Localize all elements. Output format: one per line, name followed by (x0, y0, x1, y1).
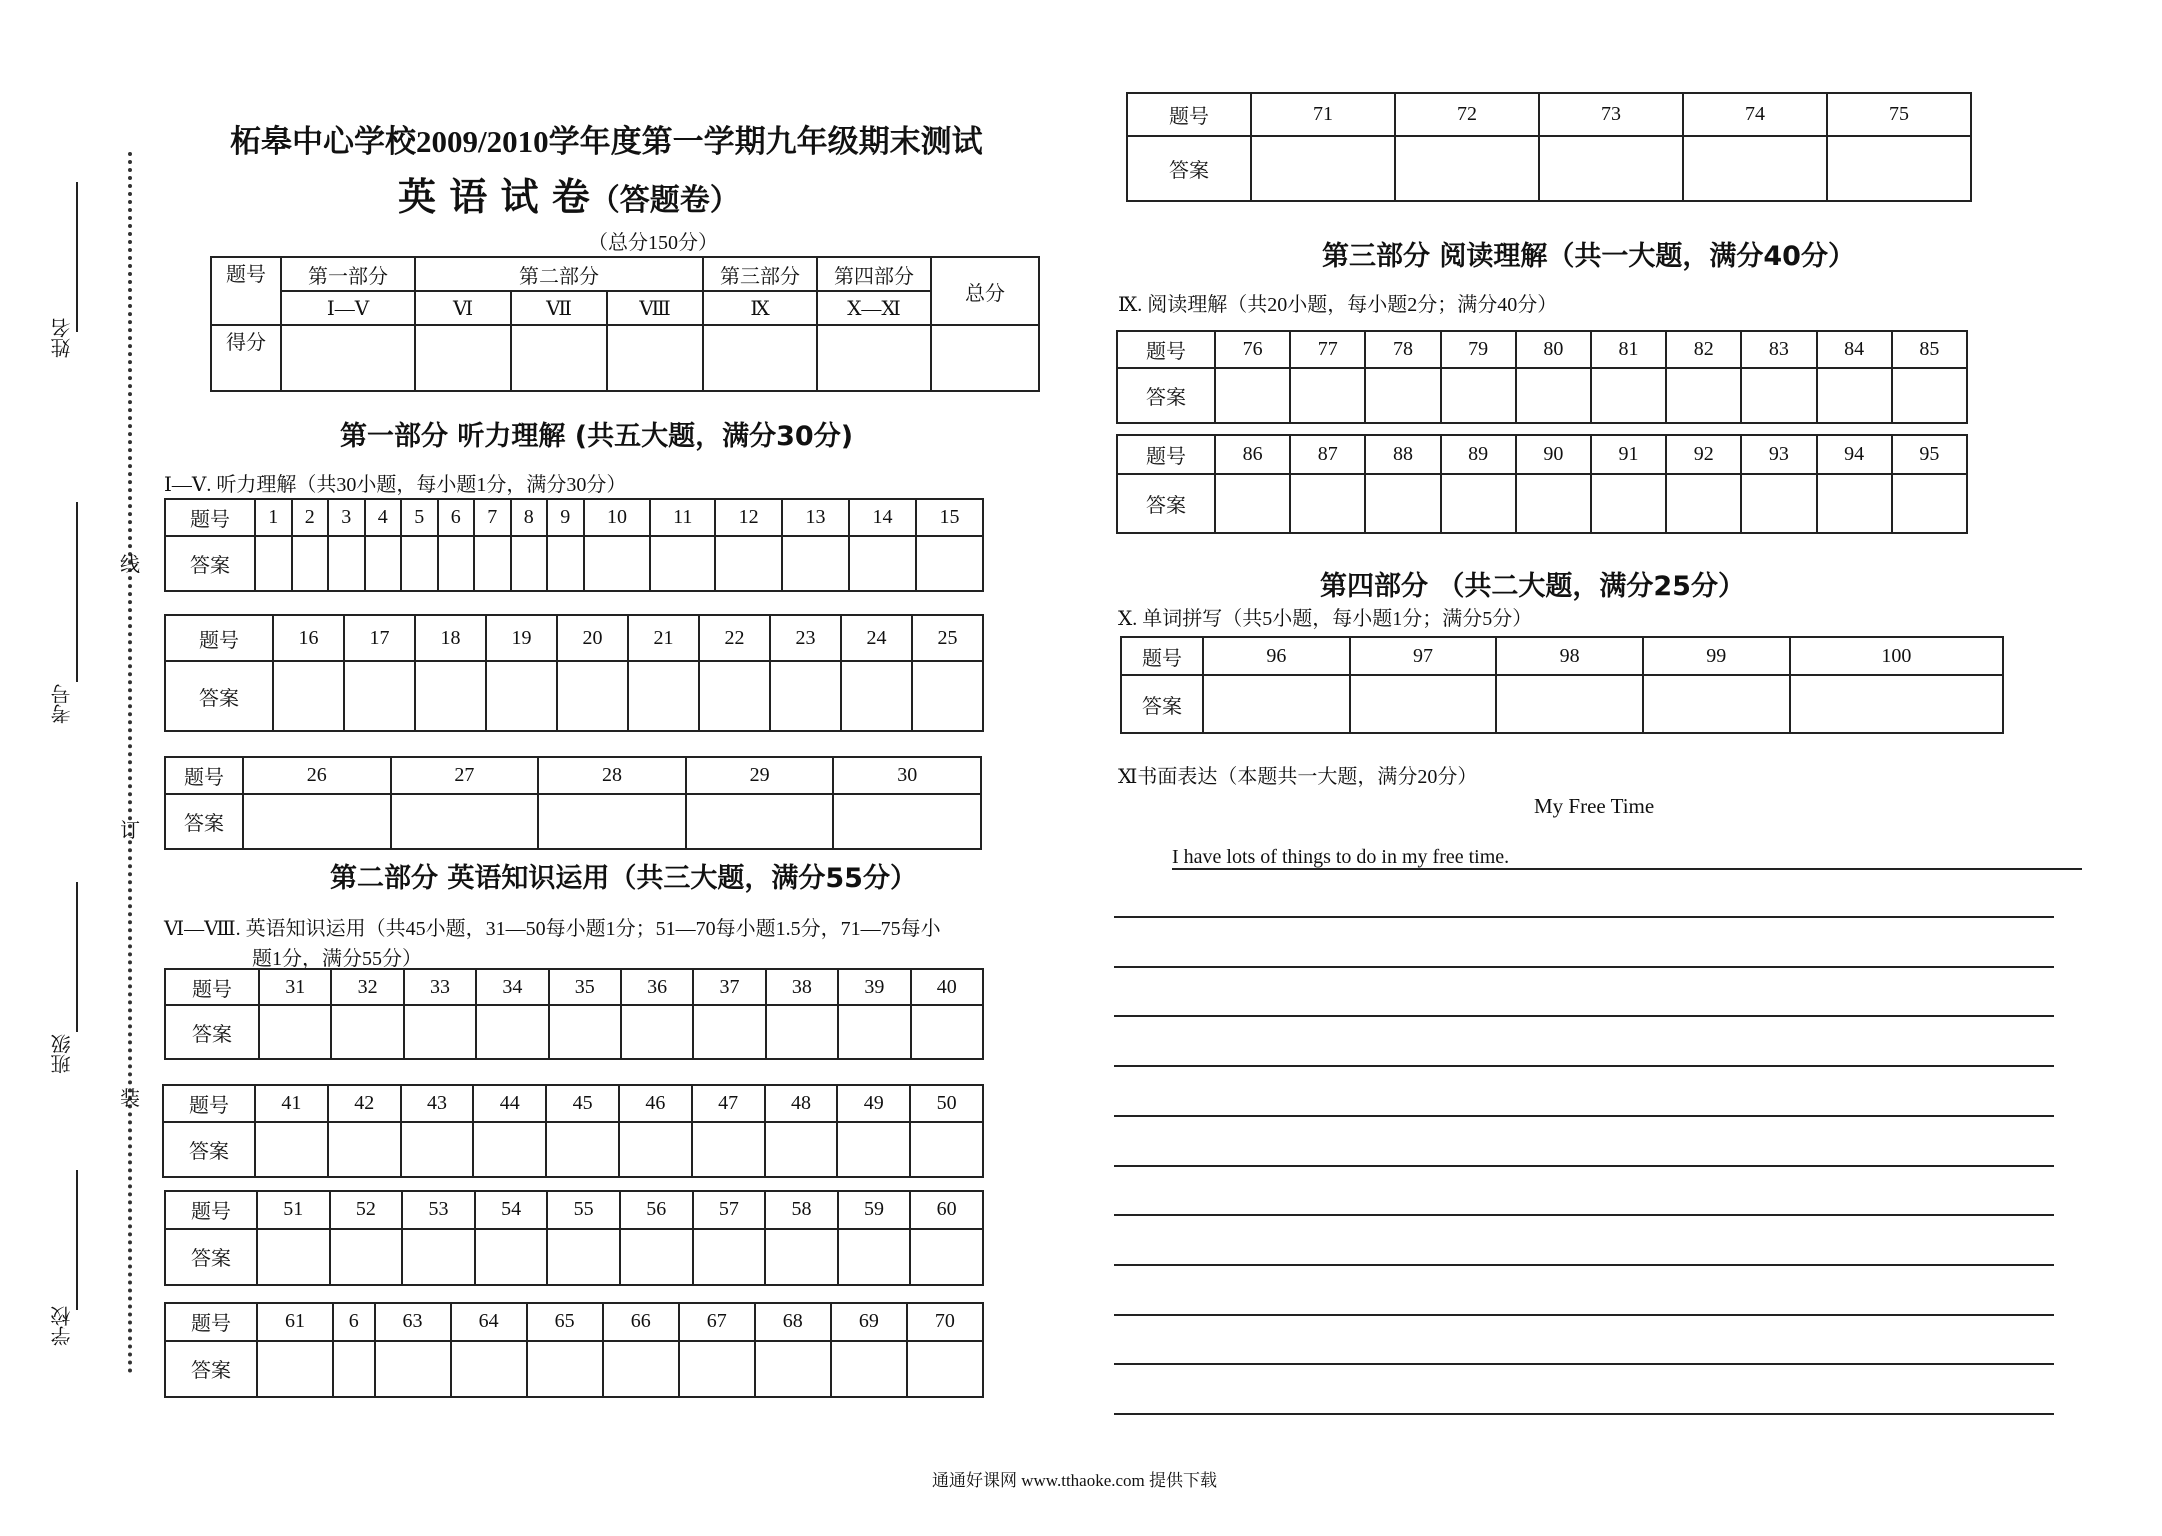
question-number: 2 (292, 499, 329, 536)
answer-cell[interactable] (243, 794, 391, 849)
question-number: 72 (1395, 93, 1539, 136)
part1-instruction: Ⅰ—Ⅴ. 听力理解（共30小题，每小题1分，满分30分） (164, 474, 627, 496)
question-number: 9 (547, 499, 584, 536)
question-number: 75 (1827, 93, 1971, 136)
answer-label: 答案 (165, 1341, 257, 1397)
total-label: 总分 (931, 257, 1039, 325)
answer-cell[interactable] (1817, 474, 1892, 533)
answer-cell[interactable] (401, 536, 438, 591)
answer-label: 答案 (163, 1122, 255, 1177)
question-number: 32 (331, 969, 403, 1005)
writing-line[interactable] (1114, 1165, 2054, 1167)
binding-dotted-line (128, 152, 132, 1374)
question-number: 69 (831, 1303, 907, 1341)
question-label: 题号 (165, 615, 273, 661)
answer-cell[interactable] (1827, 136, 1971, 201)
total-note: （总分150分） (588, 232, 718, 254)
question-label: 题号 (1117, 435, 1215, 474)
question-number: 90 (1516, 435, 1591, 474)
answer-cell[interactable] (849, 536, 916, 591)
question-number: 15 (916, 499, 983, 536)
answer-table-1-15 (164, 498, 984, 592)
answer-cell[interactable] (619, 1122, 692, 1177)
answer-cell[interactable] (331, 1005, 403, 1059)
answer-cell[interactable] (451, 1341, 527, 1397)
question-label: 题号 (165, 969, 259, 1005)
question-number: 100 (1790, 637, 2003, 675)
name-line (76, 182, 78, 332)
answer-cell[interactable] (603, 1341, 679, 1397)
question-number: 53 (402, 1191, 475, 1229)
answer-cell[interactable] (1643, 675, 1790, 733)
question-number: 16 (273, 615, 344, 661)
question-number: 86 (1215, 435, 1290, 474)
question-number: 88 (1365, 435, 1440, 474)
question-number: 78 (1365, 331, 1440, 368)
answer-cell[interactable] (257, 1229, 330, 1285)
answer-cell[interactable] (1365, 368, 1440, 423)
score-cell-1[interactable] (281, 325, 415, 391)
question-number: 98 (1496, 637, 1643, 675)
question-label: 题号 (163, 1085, 255, 1122)
sub-9: Ⅸ (703, 291, 817, 325)
writing-line[interactable] (1114, 1115, 2054, 1117)
answer-cell[interactable] (692, 1122, 765, 1177)
answer-cell[interactable] (916, 536, 983, 591)
question-number: 65 (527, 1303, 603, 1341)
part2-instruction-1: Ⅵ—Ⅷ. 英语知识运用（共45小题，31—50每小题1分；51—70每小题1.5分，71—75每小 (164, 918, 941, 940)
answer-cell[interactable] (831, 1341, 907, 1397)
question-number: 73 (1539, 93, 1683, 136)
answer-cell[interactable] (1892, 474, 1967, 533)
question-number: 45 (546, 1085, 619, 1122)
answer-cell[interactable] (1741, 368, 1816, 423)
answer-cell[interactable] (1496, 675, 1643, 733)
answer-table-26-30 (164, 756, 982, 850)
answer-cell[interactable] (333, 1341, 374, 1397)
question-label: 题号 (165, 1191, 257, 1229)
answer-cell[interactable] (330, 1229, 403, 1285)
question-number: 55 (547, 1191, 620, 1229)
answer-cell[interactable] (1441, 474, 1516, 533)
answer-table-31-40 (164, 968, 984, 1060)
score-cell-total[interactable] (931, 325, 1039, 391)
question-label: 题号 (1117, 331, 1215, 368)
question-number: 67 (679, 1303, 755, 1341)
question-number: 10 (584, 499, 651, 536)
answer-cell[interactable] (1666, 368, 1741, 423)
question-number: 4 (365, 499, 402, 536)
question-number: 60 (910, 1191, 983, 1229)
footer-text: 通通好课网 www.tthaoke.com 提供下载 (932, 1471, 1218, 1490)
sub-8: Ⅷ (607, 291, 703, 325)
answer-cell[interactable] (1892, 368, 1967, 423)
question-number: 61 (257, 1303, 333, 1341)
question-number: 92 (1666, 435, 1741, 474)
answer-cell[interactable] (473, 1122, 546, 1177)
class-label: 班级 (52, 1034, 74, 1074)
question-number: 87 (1290, 435, 1365, 474)
answer-cell[interactable] (1790, 675, 2003, 733)
question-label: 题号 (165, 499, 255, 536)
answer-table-86-95 (1116, 434, 1968, 534)
part1-heading: 第一部分 听力理解 (共五大题，满分30分) (340, 421, 854, 452)
part4-heading: 第四部分 （共二大题，满分25分） (1320, 571, 1745, 602)
answer-cell[interactable] (259, 1005, 331, 1059)
answer-label: 答案 (1121, 675, 1203, 733)
question-label: 题号 (1127, 93, 1251, 136)
score-label: 得分 (211, 325, 281, 391)
question-number: 26 (243, 757, 391, 794)
writing-line[interactable] (1114, 1363, 2054, 1365)
question-number: 70 (907, 1303, 983, 1341)
question-number: 38 (766, 969, 838, 1005)
question-number: 27 (391, 757, 539, 794)
question-number: 29 (686, 757, 834, 794)
answer-cell[interactable] (1683, 136, 1827, 201)
answer-cell[interactable] (715, 536, 782, 591)
answer-cell[interactable] (1365, 474, 1440, 533)
writing-title: My Free Time (1534, 794, 1655, 818)
writing-start: I have lots of things to do in my free time. (1172, 846, 1510, 868)
answer-cell[interactable] (621, 1005, 693, 1059)
school-line (76, 1170, 78, 1310)
answer-cell[interactable] (620, 1229, 693, 1285)
score-cell-10[interactable] (817, 325, 931, 391)
answer-cell[interactable] (584, 536, 651, 591)
question-number: 66 (603, 1303, 679, 1341)
answer-label: 答案 (1117, 474, 1215, 533)
name-label: 姓名 (52, 318, 74, 358)
question-number: 49 (837, 1085, 910, 1122)
answer-label: 答案 (165, 1229, 257, 1285)
score-cell-7[interactable] (511, 325, 607, 391)
part2-instruction-2: 题1分，满分55分） (252, 948, 422, 970)
writing-line[interactable] (1114, 966, 2054, 968)
answer-cell[interactable] (1290, 368, 1365, 423)
answer-cell[interactable] (511, 536, 548, 591)
answer-cell[interactable] (693, 1005, 765, 1059)
question-number: 43 (401, 1085, 474, 1122)
question-number: 12 (715, 499, 782, 536)
score-table (210, 256, 1040, 392)
answer-cell[interactable] (911, 1005, 983, 1059)
answer-cell[interactable] (474, 536, 511, 591)
answer-cell[interactable] (699, 661, 770, 731)
answer-cell[interactable] (344, 661, 415, 731)
answer-cell[interactable] (1290, 474, 1365, 533)
question-number: 37 (693, 969, 765, 1005)
writing-instruction: Ⅺ书面表达（本题共一大题，满分20分） (1118, 766, 1478, 788)
question-number: 42 (328, 1085, 401, 1122)
id-line (76, 502, 78, 682)
subject-text: 英 语 试 卷 (398, 175, 590, 219)
answer-cell[interactable] (365, 536, 402, 591)
bind-char-order: 订 (120, 820, 140, 842)
answer-label: 答案 (165, 536, 255, 591)
school-label: 学校 (52, 1306, 74, 1346)
answer-cell[interactable] (693, 1229, 766, 1285)
answer-table-61-70 (164, 1302, 984, 1398)
question-number: 28 (538, 757, 686, 794)
question-number: 40 (911, 969, 983, 1005)
answer-cell[interactable] (549, 1005, 621, 1059)
answer-cell[interactable] (912, 661, 983, 731)
paper-title (398, 166, 740, 221)
answer-cell[interactable] (1817, 368, 1892, 423)
question-label: 题号 (165, 757, 243, 794)
question-number: 18 (415, 615, 486, 661)
question-number: 13 (782, 499, 849, 536)
question-number: 77 (1290, 331, 1365, 368)
answer-cell[interactable] (1251, 136, 1395, 201)
part-4-cell: 第四部分 (817, 257, 931, 291)
answer-cell[interactable] (1516, 368, 1591, 423)
answer-cell[interactable] (1441, 368, 1516, 423)
answer-cell[interactable] (1215, 474, 1290, 533)
answer-cell[interactable] (557, 661, 628, 731)
answer-cell[interactable] (910, 1229, 983, 1285)
answer-cell[interactable] (328, 536, 365, 591)
answer-cell[interactable] (838, 1229, 911, 1285)
question-number: 24 (841, 615, 912, 661)
question-number: 51 (257, 1191, 330, 1229)
answer-cell[interactable] (766, 1005, 838, 1059)
question-number: 23 (770, 615, 841, 661)
answer-cell[interactable] (475, 1229, 548, 1285)
answer-cell[interactable] (415, 661, 486, 731)
answer-cell[interactable] (765, 1122, 838, 1177)
answer-cell[interactable] (765, 1229, 838, 1285)
question-number: 56 (620, 1191, 693, 1229)
question-number: 7 (474, 499, 511, 536)
question-number: 8 (511, 499, 548, 536)
answer-cell[interactable] (755, 1341, 831, 1397)
score-cell-9[interactable] (703, 325, 817, 391)
question-number: 94 (1817, 435, 1892, 474)
answer-cell[interactable] (1203, 675, 1350, 733)
subject-note: （答题卷） (589, 184, 740, 217)
answer-cell[interactable] (679, 1341, 755, 1397)
writing-line[interactable] (1114, 1314, 2054, 1316)
answer-cell[interactable] (391, 794, 539, 849)
question-number: 25 (912, 615, 983, 661)
question-number: 39 (838, 969, 910, 1005)
answer-cell[interactable] (1516, 474, 1591, 533)
question-number: 36 (621, 969, 693, 1005)
question-number: 41 (255, 1085, 328, 1122)
score-cell-8[interactable] (607, 325, 703, 391)
answer-cell[interactable] (650, 536, 715, 591)
question-number: 21 (628, 615, 699, 661)
answer-table-96-100 (1120, 636, 2004, 734)
question-number: 79 (1441, 331, 1516, 368)
question-number: 35 (549, 969, 621, 1005)
question-number: 57 (693, 1191, 766, 1229)
answer-cell[interactable] (1395, 136, 1539, 201)
answer-label: 答案 (165, 661, 273, 731)
answer-cell[interactable] (527, 1341, 603, 1397)
answer-cell[interactable] (476, 1005, 548, 1059)
answer-label: 答案 (1117, 368, 1215, 423)
answer-label: 答案 (165, 794, 243, 849)
answer-label: 答案 (165, 1005, 259, 1059)
answer-cell[interactable] (1591, 474, 1666, 533)
question-number: 82 (1666, 331, 1741, 368)
question-number: 47 (692, 1085, 765, 1122)
answer-cell[interactable] (841, 661, 912, 731)
question-number: 84 (1817, 331, 1892, 368)
answer-cell[interactable] (328, 1122, 401, 1177)
question-number: 1 (255, 499, 292, 536)
id-label: 考号 (52, 684, 74, 724)
question-number: 91 (1591, 435, 1666, 474)
writing-line[interactable] (1114, 916, 2054, 918)
question-number: 59 (838, 1191, 911, 1229)
answer-table-16-25 (164, 614, 984, 732)
question-number: 76 (1215, 331, 1290, 368)
question-label: 题号 (1121, 637, 1203, 675)
question-number: 14 (849, 499, 916, 536)
answer-cell[interactable] (907, 1341, 983, 1397)
part4-instruction: Ⅹ. 单词拼写（共5小题，每小题1分；满分5分） (1118, 608, 1533, 630)
answer-cell[interactable] (257, 1341, 333, 1397)
sub-6: Ⅵ (415, 291, 511, 325)
answer-cell[interactable] (255, 536, 292, 591)
question-label: 题号 (165, 1303, 257, 1341)
answer-table-41-50 (162, 1084, 984, 1178)
answer-cell[interactable] (1350, 675, 1497, 733)
answer-cell[interactable] (402, 1229, 475, 1285)
bind-char-bind: 装 (120, 1088, 140, 1110)
question-number: 11 (650, 499, 715, 536)
answer-cell[interactable] (546, 1122, 619, 1177)
question-number: 19 (486, 615, 557, 661)
question-number: 50 (910, 1085, 983, 1122)
part3-heading: 第三部分 阅读理解（共一大题，满分40分） (1322, 241, 1855, 272)
question-number: 93 (1741, 435, 1816, 474)
question-number: 96 (1203, 637, 1350, 675)
writing-line[interactable] (1114, 1413, 2054, 1415)
answer-cell[interactable] (838, 1005, 910, 1059)
part-3-cell: 第三部分 (703, 257, 817, 291)
answer-cell[interactable] (628, 661, 699, 731)
question-number: 99 (1643, 637, 1790, 675)
question-number: 64 (451, 1303, 527, 1341)
question-number: 89 (1441, 435, 1516, 474)
answer-cell[interactable] (404, 1005, 476, 1059)
writing-line[interactable] (1114, 1214, 2054, 1216)
question-number: 95 (1892, 435, 1967, 474)
question-number: 20 (557, 615, 628, 661)
part2-heading: 第二部分 英语知识运用（共三大题，满分55分） (330, 863, 917, 894)
question-number: 54 (475, 1191, 548, 1229)
answer-cell[interactable] (547, 1229, 620, 1285)
answer-cell[interactable] (486, 661, 557, 731)
writing-line[interactable] (1114, 1015, 2054, 1017)
question-number: 74 (1683, 93, 1827, 136)
question-number: 48 (765, 1085, 838, 1122)
score-cell-6[interactable] (415, 325, 511, 391)
question-number: 68 (755, 1303, 831, 1341)
class-line (76, 882, 78, 1032)
answer-cell[interactable] (538, 794, 686, 849)
answer-cell[interactable] (782, 536, 849, 591)
answer-table-51-60 (164, 1190, 984, 1286)
answer-cell[interactable] (770, 661, 841, 731)
answer-cell[interactable] (837, 1122, 910, 1177)
question-number: 44 (473, 1085, 546, 1122)
answer-cell[interactable] (1591, 368, 1666, 423)
question-number: 52 (330, 1191, 403, 1229)
question-number: 5 (401, 499, 438, 536)
question-number: 58 (765, 1191, 838, 1229)
exam-title: 柘皋中心学校2009/2010学年度第一学期九年级期末测试 (230, 124, 983, 159)
answer-cell[interactable] (1666, 474, 1741, 533)
answer-cell[interactable] (1215, 368, 1290, 423)
bind-char-line: 线 (120, 554, 140, 576)
question-number: 97 (1350, 637, 1497, 675)
question-number: 46 (619, 1085, 692, 1122)
part-1-cell: 第一部分 (281, 257, 415, 291)
answer-cell[interactable] (292, 536, 329, 591)
question-number: 71 (1251, 93, 1395, 136)
answer-cell[interactable] (1539, 136, 1683, 201)
sub-10-11: Ⅹ—Ⅺ (817, 291, 931, 325)
answer-cell[interactable] (547, 536, 584, 591)
question-number: 33 (404, 969, 476, 1005)
answer-label: 答案 (1127, 136, 1251, 201)
question-number: 85 (1892, 331, 1967, 368)
answer-cell[interactable] (833, 794, 981, 849)
question-number: 81 (1591, 331, 1666, 368)
answer-cell[interactable] (1741, 474, 1816, 533)
question-number: 30 (833, 757, 981, 794)
answer-cell[interactable] (910, 1122, 983, 1177)
question-number: 34 (476, 969, 548, 1005)
answer-cell[interactable] (273, 661, 344, 731)
score-header-label: 题号 (211, 257, 281, 325)
answer-cell[interactable] (375, 1341, 451, 1397)
part-2-cell: 第二部分 (415, 257, 703, 291)
answer-cell[interactable] (438, 536, 475, 591)
sub-1-5: Ⅰ—Ⅴ (281, 291, 415, 325)
sub-7: Ⅶ (511, 291, 607, 325)
writing-line[interactable] (1114, 1264, 2054, 1266)
answer-table-71-75 (1126, 92, 1972, 202)
question-number: 22 (699, 615, 770, 661)
answer-table-76-85 (1116, 330, 1968, 424)
question-number: 63 (375, 1303, 451, 1341)
answer-cell[interactable] (686, 794, 834, 849)
answer-cell[interactable] (255, 1122, 328, 1177)
question-number: 3 (328, 499, 365, 536)
writing-line[interactable] (1114, 1065, 2054, 1067)
question-number: 17 (344, 615, 415, 661)
part3-instruction: Ⅸ. 阅读理解（共20小题，每小题2分；满分40分） (1118, 294, 1558, 316)
question-number: 6 (333, 1303, 374, 1341)
question-number: 31 (259, 969, 331, 1005)
question-number: 6 (438, 499, 475, 536)
writing-first-line (1172, 868, 2082, 870)
question-number: 83 (1741, 331, 1816, 368)
question-number: 80 (1516, 331, 1591, 368)
answer-cell[interactable] (401, 1122, 474, 1177)
